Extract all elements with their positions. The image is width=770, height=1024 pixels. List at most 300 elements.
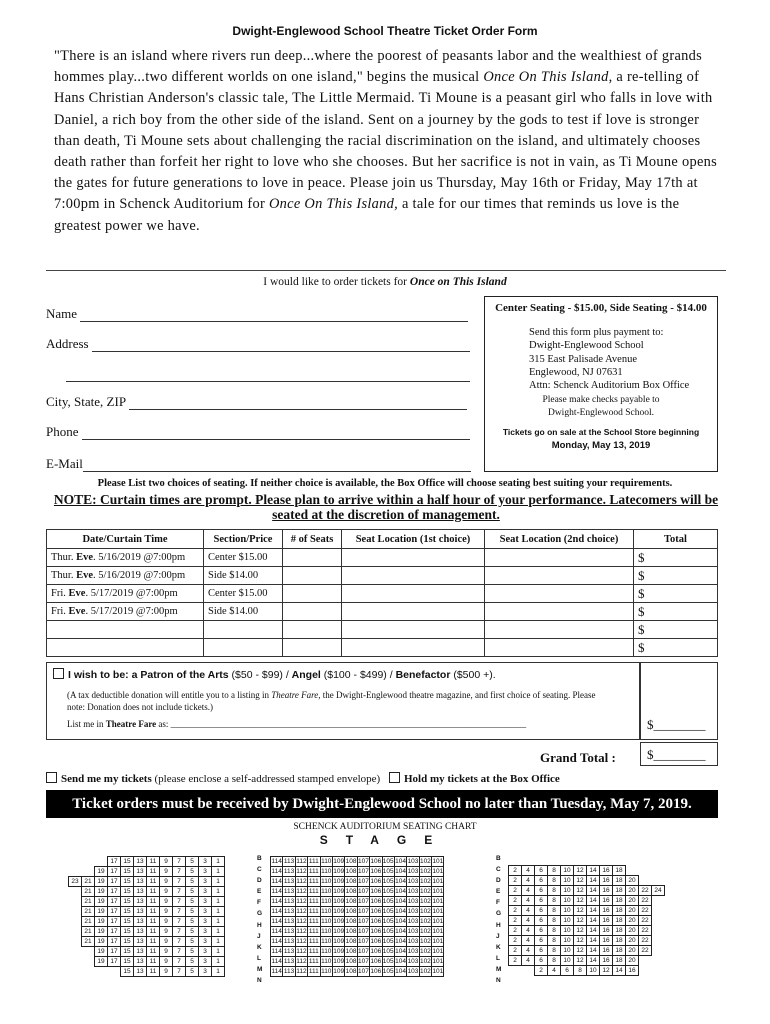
seat[interactable]: 13 <box>134 957 147 967</box>
seat[interactable]: 108 <box>345 858 357 865</box>
seat[interactable]: 102 <box>419 908 431 915</box>
first-choice-cell[interactable] <box>342 603 485 621</box>
seat[interactable]: 107 <box>358 868 369 875</box>
first-choice-cell[interactable] <box>342 549 485 567</box>
seat[interactable]: 109 <box>333 888 345 895</box>
seat[interactable]: 103 <box>407 928 419 935</box>
seat[interactable]: 13 <box>134 947 147 957</box>
seat[interactable]: 8 <box>548 866 561 876</box>
seat[interactable]: 107 <box>358 948 369 955</box>
seat[interactable]: 105 <box>382 938 394 945</box>
seat[interactable]: 105 <box>382 948 394 955</box>
seat[interactable]: 15 <box>121 877 134 887</box>
seat[interactable]: 104 <box>395 888 407 895</box>
seat[interactable]: 108 <box>345 948 357 955</box>
seat[interactable]: 1 <box>212 927 225 937</box>
seat[interactable]: 7 <box>173 867 186 877</box>
seat[interactable]: 105 <box>382 968 394 975</box>
seat[interactable]: 2 <box>509 956 522 966</box>
seat[interactable]: 111 <box>308 948 319 955</box>
seat[interactable]: 6 <box>535 906 548 916</box>
seat[interactable]: 4 <box>522 906 535 916</box>
address-line-2[interactable] <box>66 366 470 382</box>
seat[interactable]: 103 <box>407 898 419 905</box>
seat[interactable]: 14 <box>587 926 600 936</box>
seat[interactable]: 111 <box>308 868 319 875</box>
seat[interactable]: 102 <box>419 878 431 885</box>
seat[interactable]: 14 <box>613 966 626 976</box>
seat[interactable]: 12 <box>574 906 587 916</box>
seat[interactable]: 109 <box>333 938 345 945</box>
seat[interactable]: 107 <box>358 958 369 965</box>
seat[interactable]: 108 <box>345 958 357 965</box>
seat[interactable]: 17 <box>108 887 121 897</box>
seat[interactable]: 10 <box>561 946 574 956</box>
seat[interactable]: 102 <box>419 858 431 865</box>
seat[interactable]: 4 <box>522 956 535 966</box>
seat[interactable]: 19 <box>95 887 108 897</box>
seat[interactable]: 16 <box>600 886 613 896</box>
seat[interactable]: 22 <box>639 896 652 906</box>
seat[interactable]: 102 <box>419 938 431 945</box>
seat[interactable]: 8 <box>548 926 561 936</box>
seat[interactable]: 12 <box>600 966 613 976</box>
seat[interactable]: 5 <box>186 967 199 977</box>
seat[interactable]: 104 <box>395 908 407 915</box>
seat[interactable]: 113 <box>283 958 295 965</box>
seat[interactable]: 8 <box>548 916 561 926</box>
seat[interactable]: 104 <box>395 868 407 875</box>
seat[interactable]: 15 <box>121 937 134 947</box>
seat[interactable]: 112 <box>296 948 307 955</box>
seat[interactable]: 12 <box>574 956 587 966</box>
seat[interactable]: 2 <box>509 866 522 876</box>
seat[interactable]: 18 <box>613 946 626 956</box>
seat[interactable]: 18 <box>613 896 626 906</box>
seat[interactable]: 1 <box>212 917 225 927</box>
seat[interactable]: 2 <box>509 876 522 886</box>
seat[interactable]: 112 <box>296 908 307 915</box>
seat[interactable]: 109 <box>333 858 345 865</box>
seat[interactable]: 23 <box>69 877 82 887</box>
seat[interactable]: 110 <box>321 948 332 955</box>
seat[interactable]: 101 <box>432 898 444 905</box>
seat[interactable]: 1 <box>212 867 225 877</box>
seat[interactable]: 22 <box>639 916 652 926</box>
seat[interactable]: 110 <box>321 868 332 875</box>
seat[interactable]: 5 <box>186 907 199 917</box>
seat[interactable]: 11 <box>147 967 160 977</box>
seat[interactable]: 18 <box>613 906 626 916</box>
seat[interactable]: 22 <box>639 886 652 896</box>
seat[interactable]: 9 <box>160 867 173 877</box>
city-field[interactable] <box>46 394 467 410</box>
seat[interactable]: 2 <box>509 946 522 956</box>
seat[interactable]: 106 <box>370 898 382 905</box>
seat[interactable]: 3 <box>199 937 212 947</box>
seat[interactable]: 111 <box>308 898 319 905</box>
seat[interactable]: 102 <box>419 958 431 965</box>
second-choice-cell[interactable] <box>485 567 634 585</box>
seat[interactable]: 14 <box>587 896 600 906</box>
seat[interactable]: 9 <box>160 957 173 967</box>
seat[interactable]: 22 <box>639 946 652 956</box>
seat[interactable]: 15 <box>121 947 134 957</box>
seat[interactable]: 110 <box>321 888 332 895</box>
seat[interactable]: 3 <box>199 957 212 967</box>
seat[interactable]: 14 <box>587 866 600 876</box>
total-cell[interactable]: $ <box>634 639 718 657</box>
seat[interactable]: 110 <box>321 878 332 885</box>
seat[interactable]: 3 <box>199 877 212 887</box>
second-choice-cell[interactable] <box>485 585 634 603</box>
seat[interactable]: 11 <box>147 887 160 897</box>
seat[interactable]: 16 <box>600 876 613 886</box>
seat[interactable]: 14 <box>587 916 600 926</box>
seat[interactable]: 109 <box>333 868 345 875</box>
patron-amount[interactable]: $________ <box>647 717 706 732</box>
seat[interactable]: 11 <box>147 877 160 887</box>
seat[interactable]: 24 <box>652 886 665 896</box>
seat[interactable]: 106 <box>370 968 382 975</box>
seat[interactable]: 109 <box>333 958 345 965</box>
seat[interactable]: 101 <box>432 908 444 915</box>
seats-cell[interactable] <box>283 567 342 585</box>
seat[interactable]: 109 <box>333 968 345 975</box>
seat[interactable]: 1 <box>212 957 225 967</box>
seat[interactable]: 105 <box>382 868 394 875</box>
seat[interactable]: 11 <box>147 867 160 877</box>
name-field[interactable] <box>46 306 468 322</box>
seat[interactable]: 15 <box>121 917 134 927</box>
seat[interactable]: 107 <box>358 938 369 945</box>
address-line[interactable] <box>92 338 470 352</box>
email-field[interactable] <box>46 456 471 472</box>
seat[interactable]: 3 <box>199 967 212 977</box>
seat[interactable]: 16 <box>600 936 613 946</box>
seat[interactable]: 20 <box>626 936 639 946</box>
seat[interactable]: 111 <box>308 938 319 945</box>
seat[interactable]: 112 <box>296 878 307 885</box>
seat[interactable]: 101 <box>432 948 444 955</box>
seat[interactable]: 101 <box>432 878 444 885</box>
seat[interactable]: 21 <box>82 917 95 927</box>
seat[interactable]: 13 <box>134 907 147 917</box>
seat[interactable]: 1 <box>212 887 225 897</box>
seat[interactable]: 2 <box>535 966 548 976</box>
seat[interactable]: 111 <box>308 928 319 935</box>
seat[interactable]: 103 <box>407 888 419 895</box>
seat[interactable]: 114 <box>271 948 282 955</box>
seat[interactable]: 11 <box>147 917 160 927</box>
seat[interactable]: 5 <box>186 897 199 907</box>
seat[interactable]: 15 <box>121 857 134 867</box>
seat[interactable]: 13 <box>134 877 147 887</box>
seats-cell[interactable] <box>283 549 342 567</box>
seat[interactable]: 114 <box>271 898 282 905</box>
seat[interactable]: 15 <box>121 897 134 907</box>
seat[interactable]: 18 <box>613 916 626 926</box>
seat[interactable]: 103 <box>407 958 419 965</box>
seat[interactable]: 106 <box>370 948 382 955</box>
seat[interactable]: 105 <box>382 878 394 885</box>
seat[interactable]: 114 <box>271 908 282 915</box>
seat[interactable]: 8 <box>548 936 561 946</box>
seat[interactable]: 12 <box>574 886 587 896</box>
seat[interactable]: 9 <box>160 947 173 957</box>
seat[interactable]: 1 <box>212 937 225 947</box>
seat[interactable]: 102 <box>419 968 431 975</box>
seat[interactable]: 114 <box>271 878 282 885</box>
seat[interactable]: 8 <box>574 966 587 976</box>
seat[interactable]: 107 <box>358 858 369 865</box>
seat[interactable]: 107 <box>358 968 369 975</box>
seat[interactable]: 110 <box>321 928 332 935</box>
seat[interactable]: 8 <box>548 876 561 886</box>
seat[interactable]: 106 <box>370 958 382 965</box>
seat[interactable]: 111 <box>308 878 319 885</box>
seat[interactable]: 11 <box>147 897 160 907</box>
seat[interactable]: 19 <box>95 877 108 887</box>
seat[interactable]: 20 <box>626 916 639 926</box>
seat[interactable]: 2 <box>509 916 522 926</box>
seat[interactable]: 109 <box>333 918 345 925</box>
second-choice-cell[interactable] <box>485 603 634 621</box>
seat[interactable]: 114 <box>271 918 282 925</box>
seat[interactable]: 104 <box>395 938 407 945</box>
seat[interactable]: 4 <box>522 896 535 906</box>
seat[interactable]: 109 <box>333 898 345 905</box>
seat[interactable]: 104 <box>395 958 407 965</box>
seat[interactable]: 9 <box>160 887 173 897</box>
email-line[interactable] <box>83 458 471 472</box>
seat[interactable]: 4 <box>522 926 535 936</box>
seat[interactable]: 2 <box>509 896 522 906</box>
seat[interactable]: 18 <box>613 936 626 946</box>
seat[interactable]: 2 <box>509 906 522 916</box>
second-choice-cell[interactable] <box>485 639 634 657</box>
seat[interactable]: 18 <box>613 956 626 966</box>
seat[interactable]: 15 <box>121 867 134 877</box>
seat[interactable]: 11 <box>147 947 160 957</box>
seat[interactable]: 6 <box>535 956 548 966</box>
seat[interactable]: 105 <box>382 958 394 965</box>
seat[interactable]: 19 <box>95 937 108 947</box>
seat[interactable]: 9 <box>160 937 173 947</box>
seat[interactable]: 7 <box>173 857 186 867</box>
seat[interactable]: 3 <box>199 917 212 927</box>
seat[interactable]: 112 <box>296 858 307 865</box>
seat[interactable]: 4 <box>522 916 535 926</box>
seat[interactable]: 106 <box>370 878 382 885</box>
seat[interactable]: 112 <box>296 918 307 925</box>
seat[interactable]: 107 <box>358 908 369 915</box>
seat[interactable]: 109 <box>333 908 345 915</box>
seat[interactable]: 8 <box>548 896 561 906</box>
seat[interactable]: 19 <box>95 907 108 917</box>
seat[interactable]: 103 <box>407 858 419 865</box>
seat[interactable]: 104 <box>395 928 407 935</box>
send-checkbox[interactable] <box>46 772 57 783</box>
seat[interactable]: 4 <box>522 876 535 886</box>
seat[interactable]: 103 <box>407 938 419 945</box>
seat[interactable]: 113 <box>283 968 295 975</box>
seat[interactable]: 10 <box>561 956 574 966</box>
seat[interactable]: 106 <box>370 888 382 895</box>
seat[interactable]: 102 <box>419 898 431 905</box>
seat[interactable]: 10 <box>561 886 574 896</box>
seat[interactable]: 19 <box>95 897 108 907</box>
seat[interactable]: 1 <box>212 857 225 867</box>
seat[interactable]: 11 <box>147 957 160 967</box>
seat[interactable]: 114 <box>271 958 282 965</box>
seat[interactable]: 13 <box>134 917 147 927</box>
seat[interactable]: 14 <box>587 946 600 956</box>
seat[interactable]: 107 <box>358 918 369 925</box>
seat[interactable]: 6 <box>535 876 548 886</box>
seat[interactable]: 113 <box>283 918 295 925</box>
seat[interactable]: 7 <box>173 877 186 887</box>
seat[interactable]: 7 <box>173 957 186 967</box>
seat[interactable]: 3 <box>199 907 212 917</box>
seat[interactable]: 104 <box>395 878 407 885</box>
seat[interactable]: 102 <box>419 948 431 955</box>
seat[interactable]: 105 <box>382 858 394 865</box>
seat[interactable]: 7 <box>173 927 186 937</box>
seat[interactable]: 9 <box>160 877 173 887</box>
seat[interactable]: 106 <box>370 938 382 945</box>
seat[interactable]: 7 <box>173 917 186 927</box>
seat[interactable]: 108 <box>345 928 357 935</box>
seat[interactable]: 1 <box>212 897 225 907</box>
seat[interactable]: 13 <box>134 897 147 907</box>
seat[interactable]: 10 <box>587 966 600 976</box>
seat[interactable]: 111 <box>308 918 319 925</box>
seat[interactable]: 112 <box>296 888 307 895</box>
first-choice-cell[interactable] <box>342 585 485 603</box>
seat[interactable]: 19 <box>95 867 108 877</box>
seat[interactable]: 5 <box>186 927 199 937</box>
seat[interactable]: 7 <box>173 967 186 977</box>
seat[interactable]: 6 <box>535 946 548 956</box>
address-line-2-rule[interactable] <box>66 368 470 382</box>
seat[interactable]: 6 <box>535 926 548 936</box>
second-choice-cell[interactable] <box>485 549 634 567</box>
seat[interactable]: 2 <box>509 936 522 946</box>
seat[interactable]: 17 <box>108 877 121 887</box>
seat[interactable]: 103 <box>407 918 419 925</box>
seat[interactable]: 12 <box>574 916 587 926</box>
seat[interactable]: 10 <box>561 906 574 916</box>
seat[interactable]: 108 <box>345 918 357 925</box>
total-cell[interactable]: $ <box>634 549 718 567</box>
seat[interactable]: 6 <box>535 896 548 906</box>
seat[interactable]: 105 <box>382 898 394 905</box>
seat[interactable]: 102 <box>419 918 431 925</box>
seat[interactable]: 105 <box>382 888 394 895</box>
seat[interactable]: 14 <box>587 886 600 896</box>
seat[interactable]: 101 <box>432 958 444 965</box>
seat[interactable]: 106 <box>370 928 382 935</box>
seat[interactable]: 101 <box>432 928 444 935</box>
seat[interactable]: 113 <box>283 938 295 945</box>
seat[interactable]: 114 <box>271 968 282 975</box>
seat[interactable]: 9 <box>160 897 173 907</box>
seats-cell[interactable] <box>283 603 342 621</box>
seat[interactable]: 17 <box>108 947 121 957</box>
seat[interactable]: 17 <box>108 867 121 877</box>
seat[interactable]: 2 <box>509 886 522 896</box>
seat[interactable]: 110 <box>321 908 332 915</box>
seat[interactable]: 14 <box>587 936 600 946</box>
seats-cell[interactable] <box>283 639 342 657</box>
seat[interactable]: 1 <box>212 907 225 917</box>
seat[interactable]: 8 <box>548 946 561 956</box>
seat[interactable]: 113 <box>283 948 295 955</box>
seat[interactable]: 112 <box>296 938 307 945</box>
seat[interactable]: 3 <box>199 897 212 907</box>
seat[interactable]: 113 <box>283 908 295 915</box>
seat[interactable]: 16 <box>600 956 613 966</box>
listing-line[interactable] <box>67 719 639 729</box>
seat[interactable]: 10 <box>561 936 574 946</box>
seat[interactable]: 1 <box>212 877 225 887</box>
seat[interactable]: 112 <box>296 898 307 905</box>
seat[interactable]: 17 <box>108 937 121 947</box>
seat[interactable]: 12 <box>574 926 587 936</box>
seat[interactable]: 4 <box>548 966 561 976</box>
seat[interactable]: 109 <box>333 878 345 885</box>
seat[interactable]: 13 <box>134 937 147 947</box>
patron-amount-box[interactable] <box>640 662 718 740</box>
seat[interactable]: 112 <box>296 958 307 965</box>
seat[interactable]: 101 <box>432 868 444 875</box>
seat[interactable]: 106 <box>370 858 382 865</box>
seat[interactable]: 11 <box>147 937 160 947</box>
seat[interactable]: 5 <box>186 957 199 967</box>
seat[interactable]: 22 <box>639 926 652 936</box>
seat[interactable]: 6 <box>561 966 574 976</box>
seat[interactable]: 108 <box>345 878 357 885</box>
seat[interactable]: 102 <box>419 868 431 875</box>
seat[interactable]: 14 <box>587 876 600 886</box>
seat[interactable]: 114 <box>271 868 282 875</box>
seat[interactable]: 112 <box>296 928 307 935</box>
seat[interactable]: 101 <box>432 938 444 945</box>
seat[interactable]: 17 <box>108 907 121 917</box>
seat[interactable]: 13 <box>134 887 147 897</box>
seat[interactable]: 15 <box>121 907 134 917</box>
total-cell[interactable]: $ <box>634 603 718 621</box>
seat[interactable]: 21 <box>82 897 95 907</box>
seat[interactable]: 9 <box>160 967 173 977</box>
seat[interactable]: 103 <box>407 878 419 885</box>
seat[interactable]: 109 <box>333 948 345 955</box>
seat[interactable]: 106 <box>370 868 382 875</box>
seats-cell[interactable] <box>283 621 342 639</box>
seat[interactable]: 10 <box>561 926 574 936</box>
seat[interactable]: 113 <box>283 868 295 875</box>
seat[interactable]: 12 <box>574 936 587 946</box>
name-line[interactable] <box>80 308 468 322</box>
seat[interactable]: 113 <box>283 878 295 885</box>
seat[interactable]: 22 <box>639 936 652 946</box>
phone-line[interactable] <box>82 426 470 440</box>
seat[interactable]: 104 <box>395 858 407 865</box>
seat[interactable]: 14 <box>587 906 600 916</box>
seat[interactable]: 15 <box>121 927 134 937</box>
seat[interactable]: 20 <box>626 896 639 906</box>
